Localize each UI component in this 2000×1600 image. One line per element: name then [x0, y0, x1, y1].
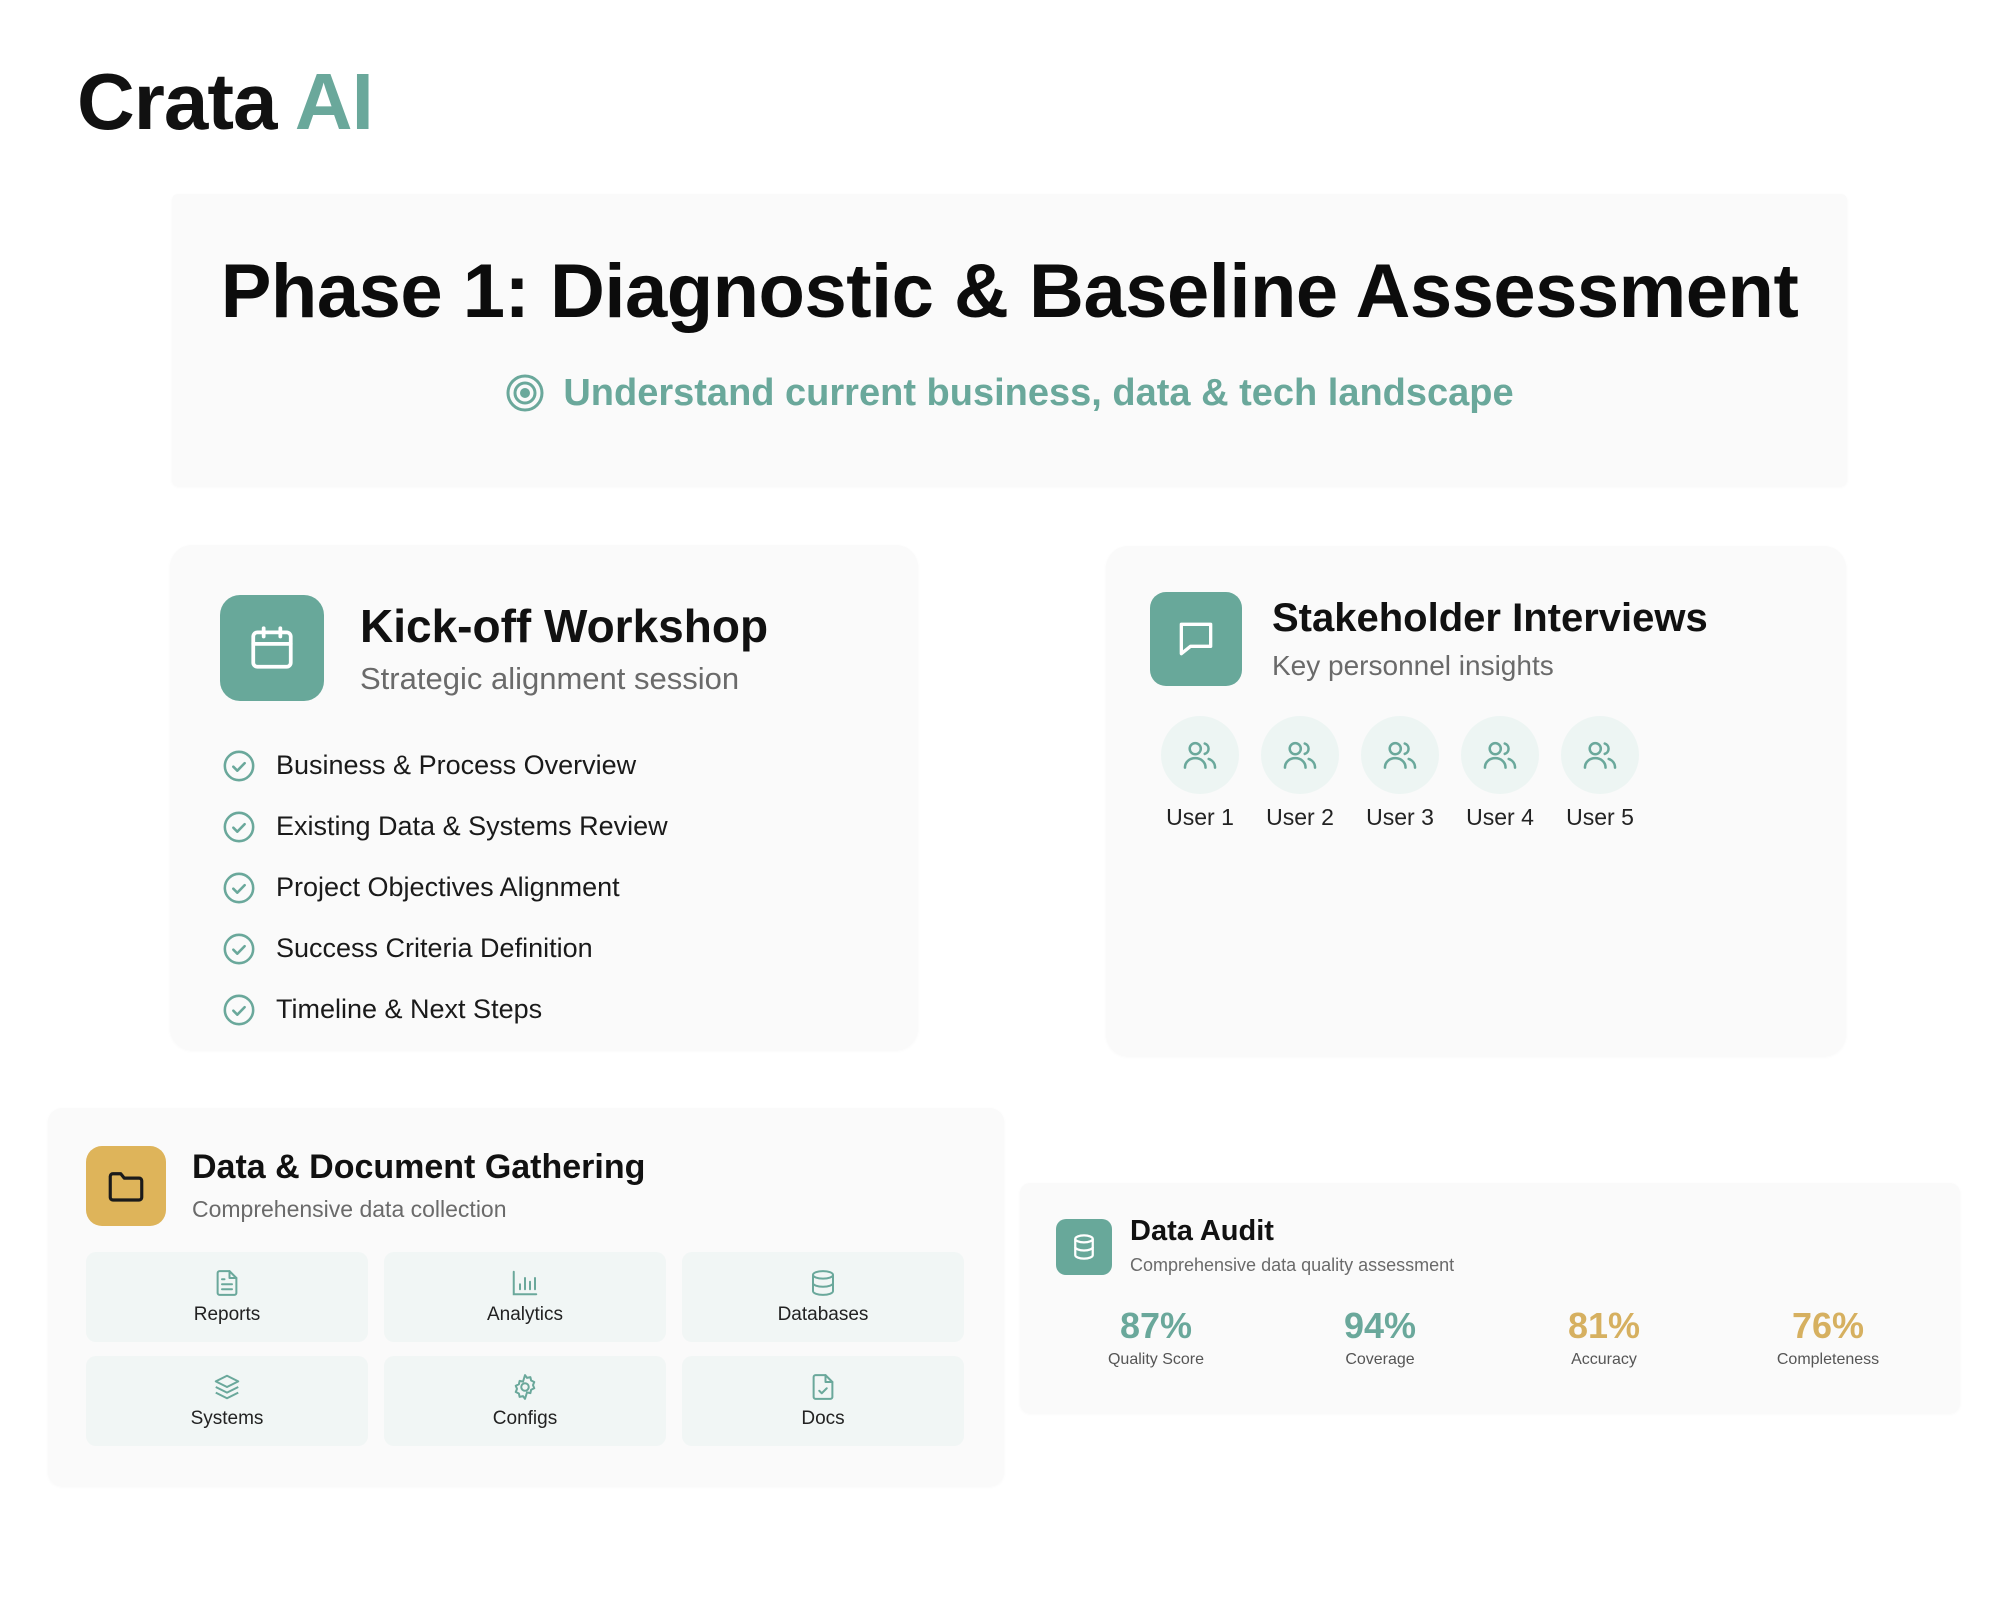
metric-value: 76%: [1791, 1305, 1865, 1346]
file-text-icon: [212, 1268, 242, 1298]
check-circle-icon: [222, 932, 256, 966]
checklist-item: [222, 735, 668, 796]
user-item: [1450, 716, 1550, 831]
folder-icon: [86, 1146, 166, 1226]
tile-label: Analytics: [486, 1304, 564, 1325]
kickoff-workshop-card: [170, 545, 918, 1050]
check-circle-icon: [222, 993, 256, 1027]
users-icon: [1361, 716, 1439, 794]
brand-name: Crata: [77, 57, 277, 146]
checklist-item: [222, 979, 668, 1040]
checklist-item: [222, 796, 668, 857]
audit-title: Data Audit: [1130, 1215, 1274, 1247]
checklist-item-label: Business & Process Overview: [276, 750, 637, 780]
user-label: User 1: [1166, 804, 1234, 830]
checklist-item: [222, 918, 668, 979]
user-label: User 4: [1466, 804, 1534, 830]
tile-databases[interactable]: [682, 1252, 964, 1342]
tile-systems[interactable]: [86, 1356, 368, 1446]
phase-title: Phase 1: Diagnostic & Baseline Assessment: [220, 249, 1799, 334]
metric-coverage: [1268, 1305, 1492, 1369]
kickoff-subtitle: Strategic alignment session: [360, 661, 740, 696]
tile-label: Databases: [777, 1304, 869, 1325]
check-circle-icon: [222, 810, 256, 844]
checklist-item-label: Existing Data & Systems Review: [276, 811, 668, 841]
phase-subtitle-row: [172, 372, 1847, 423]
audit-metrics: [1044, 1305, 1940, 1369]
user-label: User 2: [1266, 804, 1334, 830]
tile-docs[interactable]: [682, 1356, 964, 1446]
user-item: [1250, 716, 1350, 831]
kickoff-title: Kick-off Workshop: [360, 600, 769, 652]
check-circle-icon: [222, 871, 256, 905]
check-circle-icon: [222, 749, 256, 783]
database-icon: [1056, 1219, 1112, 1275]
users-icon: [1261, 716, 1339, 794]
tile-reports[interactable]: [86, 1252, 368, 1342]
user-label: User 3: [1366, 804, 1434, 830]
stakeholder-title: Stakeholder Interviews: [1272, 596, 1708, 640]
stakeholder-interviews-card: [1106, 546, 1846, 1056]
checklist-item-label: Timeline & Next Steps: [276, 994, 543, 1024]
data-audit-card: [1020, 1183, 1960, 1413]
database-icon: [808, 1268, 838, 1298]
gathering-title: Data & Document Gathering: [192, 1148, 646, 1186]
gathering-subtitle: Comprehensive data collection: [192, 1196, 507, 1222]
user-item: [1350, 716, 1450, 831]
metric-accuracy: [1492, 1305, 1716, 1369]
layers-icon: [212, 1372, 242, 1402]
user-item: [1550, 716, 1650, 831]
metric-value: 81%: [1567, 1305, 1641, 1346]
tile-label: Reports: [193, 1304, 261, 1325]
checklist-item: [222, 857, 668, 918]
tile-label: Docs: [801, 1408, 845, 1429]
message-icon: [1150, 592, 1242, 686]
tile-label: Configs: [492, 1408, 558, 1429]
tile-label: Systems: [190, 1408, 264, 1429]
brand-logo: [77, 56, 373, 148]
calendar-icon: [220, 595, 324, 701]
tile-analytics[interactable]: [384, 1252, 666, 1342]
metric-label: Quality Score: [1107, 1351, 1205, 1368]
target-icon: [505, 373, 545, 423]
metric-value: 94%: [1343, 1305, 1417, 1346]
metric-completeness: [1716, 1305, 1940, 1369]
stakeholder-subtitle: Key personnel insights: [1272, 650, 1554, 681]
file-check-icon: [808, 1372, 838, 1402]
metric-value: 87%: [1119, 1305, 1193, 1346]
phase-subtitle: Understand current business, data & tech landscape: [563, 372, 1514, 414]
metric-label: Coverage: [1345, 1351, 1415, 1368]
bar-chart-icon: [510, 1268, 540, 1298]
gear-icon: [510, 1372, 540, 1402]
phase-header: [172, 194, 1847, 486]
users-icon: [1561, 716, 1639, 794]
audit-subtitle: Comprehensive data quality assessment: [1130, 1255, 1455, 1275]
checklist-item-label: Success Criteria Definition: [276, 933, 593, 963]
source-tiles: [86, 1252, 964, 1446]
metric-label: Completeness: [1776, 1351, 1880, 1368]
metric-quality-score: [1044, 1305, 1268, 1369]
tile-configs[interactable]: [384, 1356, 666, 1446]
user-list: [1150, 716, 1650, 831]
users-icon: [1461, 716, 1539, 794]
kickoff-checklist: [222, 735, 668, 1040]
checklist-item-label: Project Objectives Alignment: [276, 872, 620, 902]
metric-label: Accuracy: [1571, 1351, 1637, 1368]
users-icon: [1161, 716, 1239, 794]
data-gathering-card: [48, 1108, 1004, 1486]
user-label: User 5: [1566, 804, 1634, 830]
user-item: [1150, 716, 1250, 831]
brand-accent: AI: [294, 57, 373, 146]
